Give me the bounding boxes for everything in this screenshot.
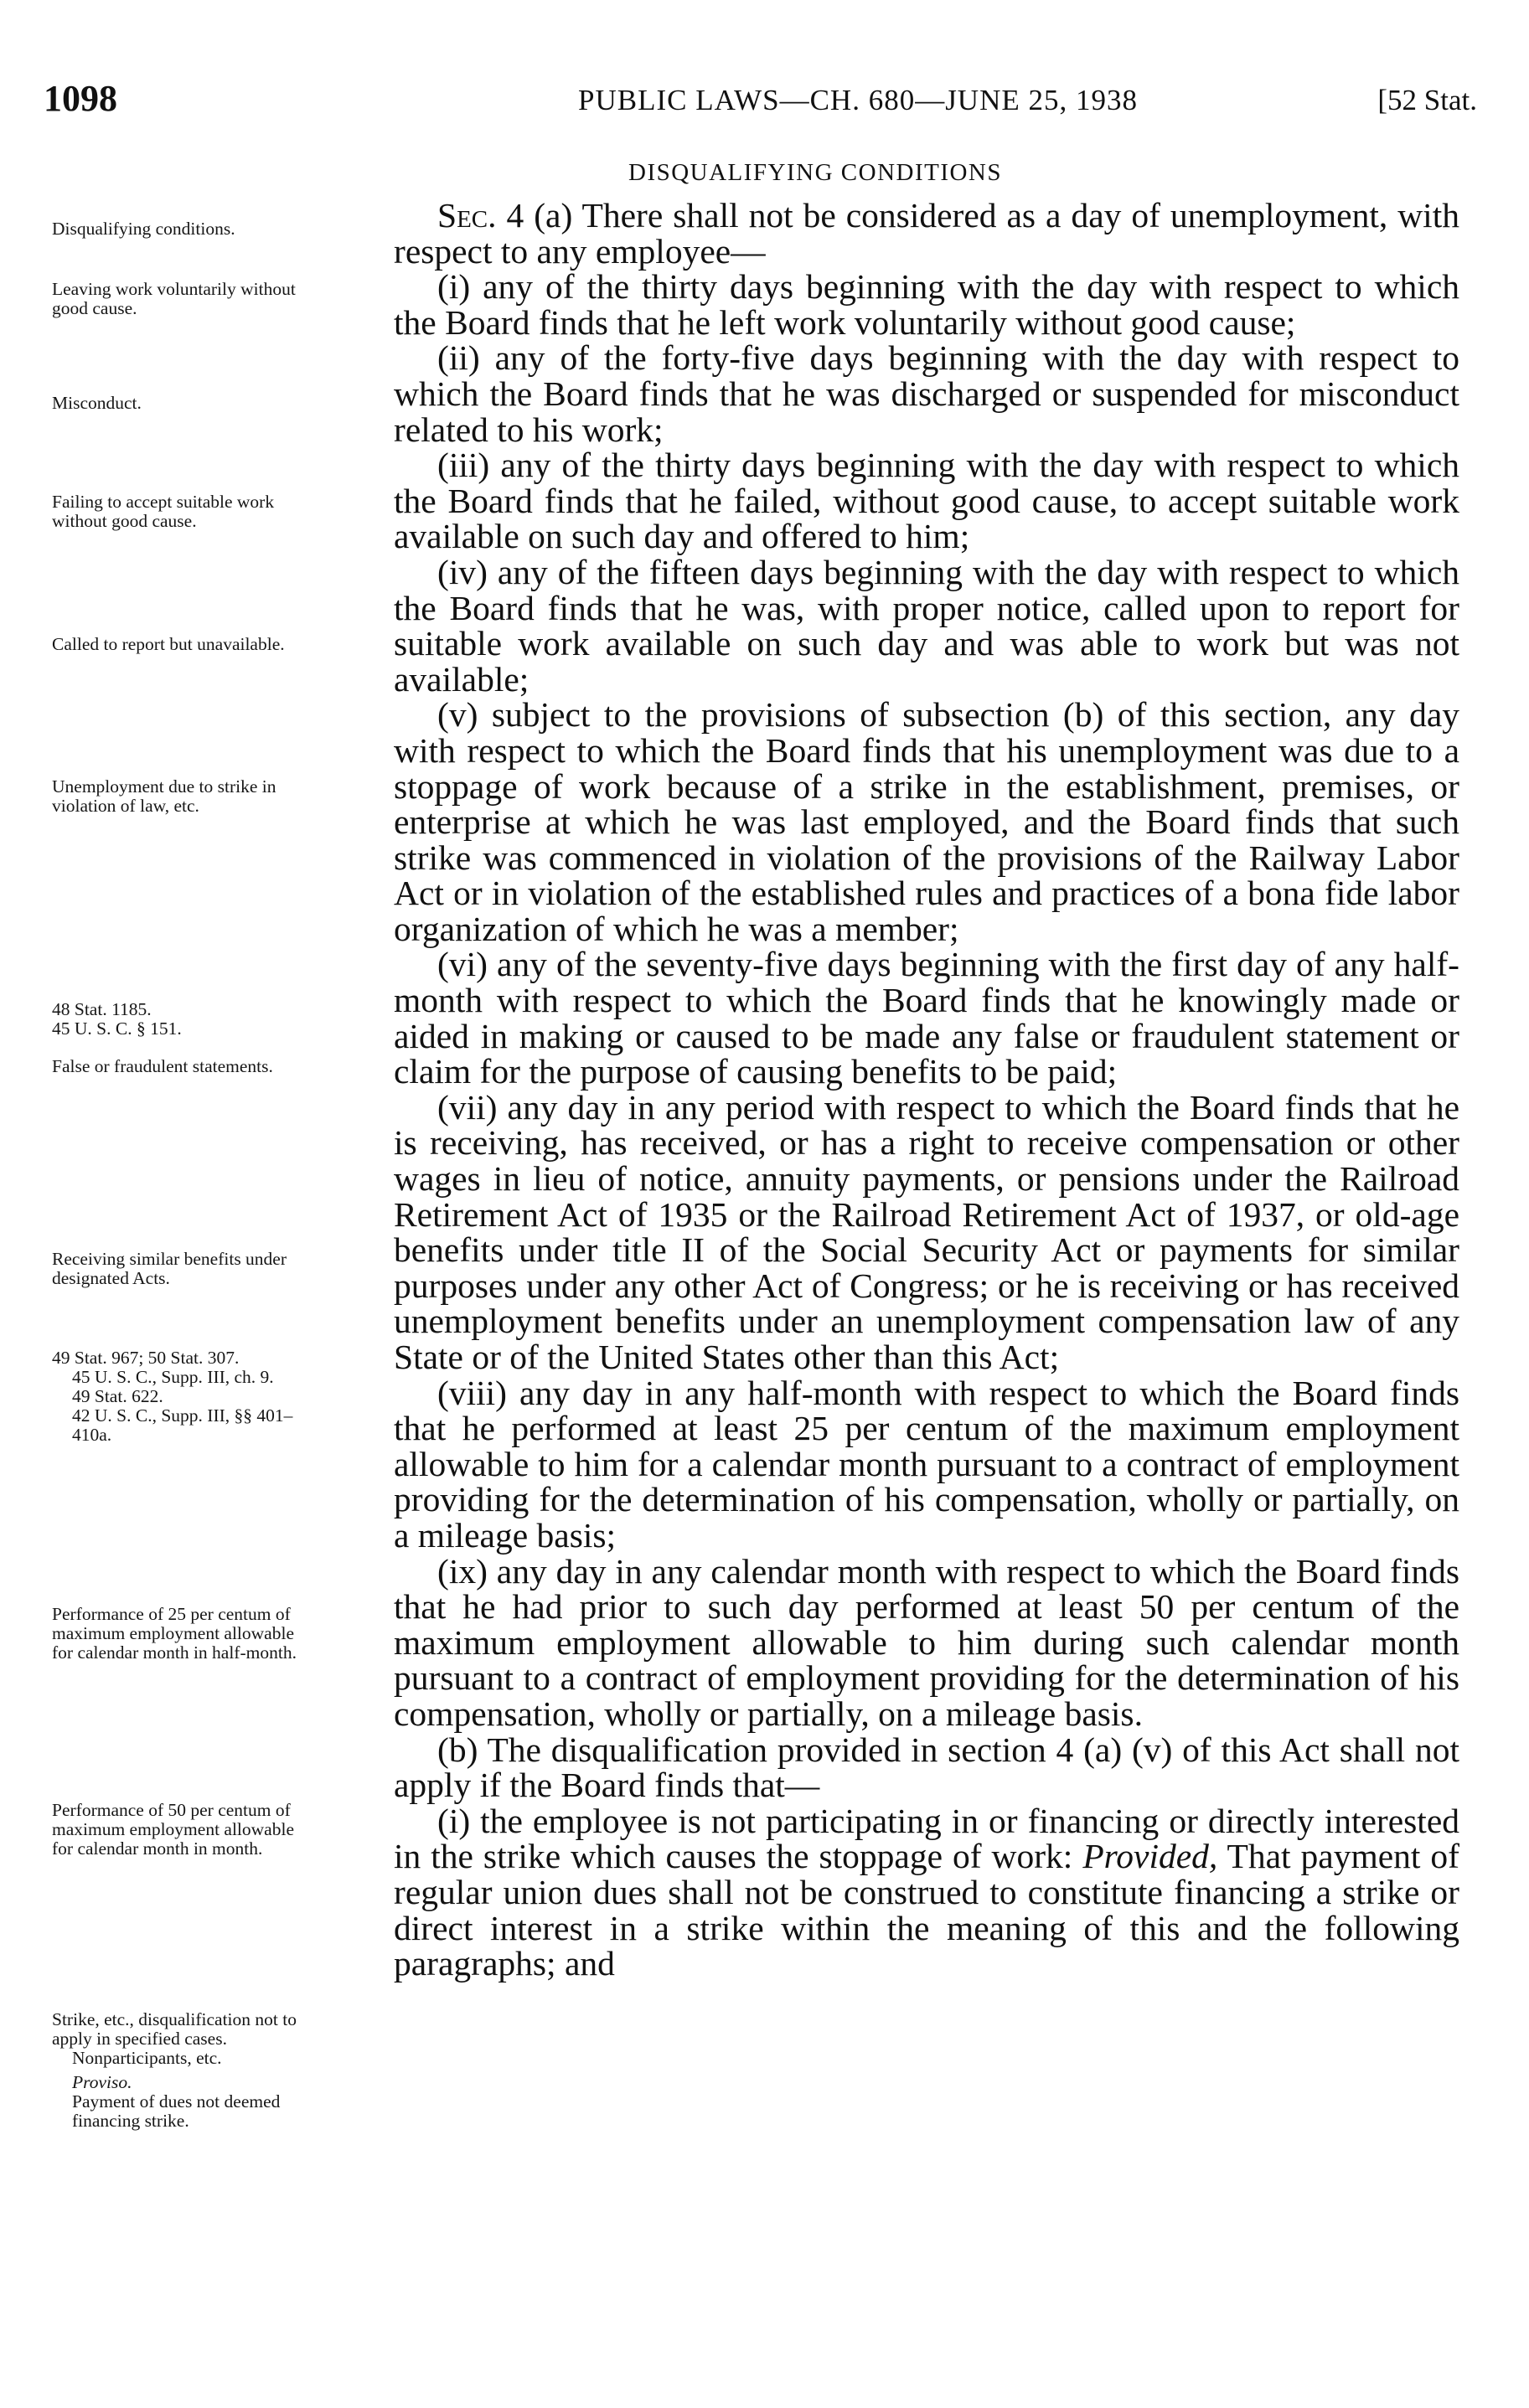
clause-vii: (vii) any day in any period with respect to which the Board finds that he is receiving, has received, or has a right to receive compensation or other wages in lieu of notice, annuity payments, or pensions under the Railroad Retirement Act of 1935 or the Railroad Retirement Act of 1937, or old-age benefits under title II of the Social Security Act or payments for similar purposes under any other Act of Congress; or he is receiving or has received unemployment benefits under an unemployment compensation law of any State or of the United States other than this Act; xyxy=(394,1087,1459,1376)
section-label: Sec. xyxy=(437,196,497,235)
margin-note-text: Nonparticipants, etc. xyxy=(72,2048,222,2068)
margin-note-disqualifying: Disqualifying conditions. xyxy=(52,219,235,239)
clause-ii: (ii) any of the forty-five days beginning with the day with respect to which the Board finds that he was discharged or suspended for misconduct related to his work; xyxy=(394,338,1459,449)
clause-v: (v) subject to the provisions of subsection (b) of this section, any day with respect to which the Board finds that his unemployment was due to a stoppage of work because of a strike in the establishment, premises, or enterprise at which he was last employed, and the Board finds that such strike was commenced in violation of the provisions of the Railway Labor Act or in violation of the established rules and practices of a bona fide labor organization of which he was a member; xyxy=(394,695,1459,948)
clause-i: (i) any of the thirty days beginning with the day with respect to which the Board finds that he left work voluntarily without good cause; xyxy=(394,267,1459,342)
margin-note-strike-disqualification xyxy=(52,2010,302,2131)
margin-note-false-statements: False or fraudulent statements. xyxy=(52,1056,273,1076)
margin-note-leaving-work: Leaving work voluntarily without good cause. xyxy=(52,279,296,318)
clause-viii: (viii) any day in any half-month with respect to which the Board finds that he performed at least 25 per centum of the maximum employment allowable to him for a calendar month pursuant to a contract of employment providing for the determination of his compensation, wholly or partially, on a mileage basis; xyxy=(394,1373,1459,1555)
statute-body xyxy=(394,198,1459,1982)
running-title: PUBLIC LAWS—CH. 680—JUNE 25, 1938 xyxy=(578,84,1138,116)
volume-citation: [52 Stat. xyxy=(1377,84,1477,116)
clause-text: (i) the employee is not participating in or financing or directly interested in the strike which causes the stoppage of work: xyxy=(394,1801,1459,1876)
margin-note-failing-accept: Failing to accept suitable work without good cause. xyxy=(52,492,275,531)
citation: 45 U. S. C. § 151. xyxy=(52,1018,182,1039)
proviso-word: Provided, xyxy=(1082,1837,1218,1876)
margin-note-misconduct: Misconduct. xyxy=(52,393,142,413)
subsection-b: (b) The disqualification provided in section 4 (a) (v) of this Act shall not apply if the Board finds that— xyxy=(394,1730,1459,1805)
citation: 48 Stat. 1185. xyxy=(52,999,152,1019)
clause-iv: (iv) any of the fifteen days beginning with the day with respect to which the Board finds that he was, with proper notice, called upon to report for suitable work available on such day and was able to work but was not available; xyxy=(394,552,1459,699)
margin-note-text: Payment of dues not deemed financing strike. xyxy=(72,2091,281,2131)
citation: 42 U. S. C., Supp. III, §§ 401–410a. xyxy=(72,1405,293,1445)
section-intro xyxy=(394,198,1459,269)
margin-note-citations-rla xyxy=(52,1000,302,1039)
margin-note-50-per-centum: Performance of 50 per centum of maximum employment allowable for calendar month in month. xyxy=(52,1800,294,1859)
clause-ix: (ix) any day in any calendar month with respect to which the Board finds that he had prior to such day performed at least 50 per centum of the maximum employment allowable to him during such calendar month pursuant to a contract of employment providing for the determination of his compensation, wholly or partially, on a mileage basis. xyxy=(394,1551,1459,1733)
citation: 45 U. S. C., Supp. III, ch. 9. xyxy=(72,1367,274,1387)
intro-text: 4 (a) There shall not be considered as a day of unemployment, with respect to any employee— xyxy=(394,196,1459,271)
margin-note-text: Strike, etc., disqualification not to apply in specified cases. xyxy=(52,2009,297,2049)
citation: 49 Stat. 622. xyxy=(72,1386,163,1406)
section-heading: DISQUALIFYING CONDITIONS xyxy=(628,159,1003,186)
subsection-b-clause-i xyxy=(394,1803,1459,1982)
clause-iii: (iii) any of the thirty days beginning with the day with respect to which the Board finds that he failed, without good cause, to accept suitable work available on such day and offered to him; xyxy=(394,446,1459,556)
margin-note-25-per-centum: Performance of 25 per centum of maximum employment allowable for calendar month in half-month. xyxy=(52,1604,297,1663)
margin-note-unemployment-strike: Unemployment due to strike in violation of law, etc. xyxy=(52,776,276,816)
page-number: 1098 xyxy=(44,78,117,119)
margin-note-similar-benefits: Receiving similar benefits under designated Acts. xyxy=(52,1249,287,1288)
margin-note-proviso: Proviso. xyxy=(72,2072,132,2092)
clause-text: That payment of regular union dues shall not be construed to constitute financing a strike or direct interest in a strike within the meaning of this and the following paragraphs; and xyxy=(394,1837,1459,1983)
margin-note-citations-benefits xyxy=(52,1348,302,1445)
margin-note-called-report: Called to report but unavailable. xyxy=(52,634,285,654)
citation: 49 Stat. 967; 50 Stat. 307. xyxy=(52,1348,240,1368)
clause-vi: (vi) any of the seventy-five days beginning with the first day of any half-month with respect to which the Board finds that he knowingly made or aided in making or caused to be made any false or fraudulent statement or claim for the purpose of causing benefits to be paid; xyxy=(394,945,1459,1091)
